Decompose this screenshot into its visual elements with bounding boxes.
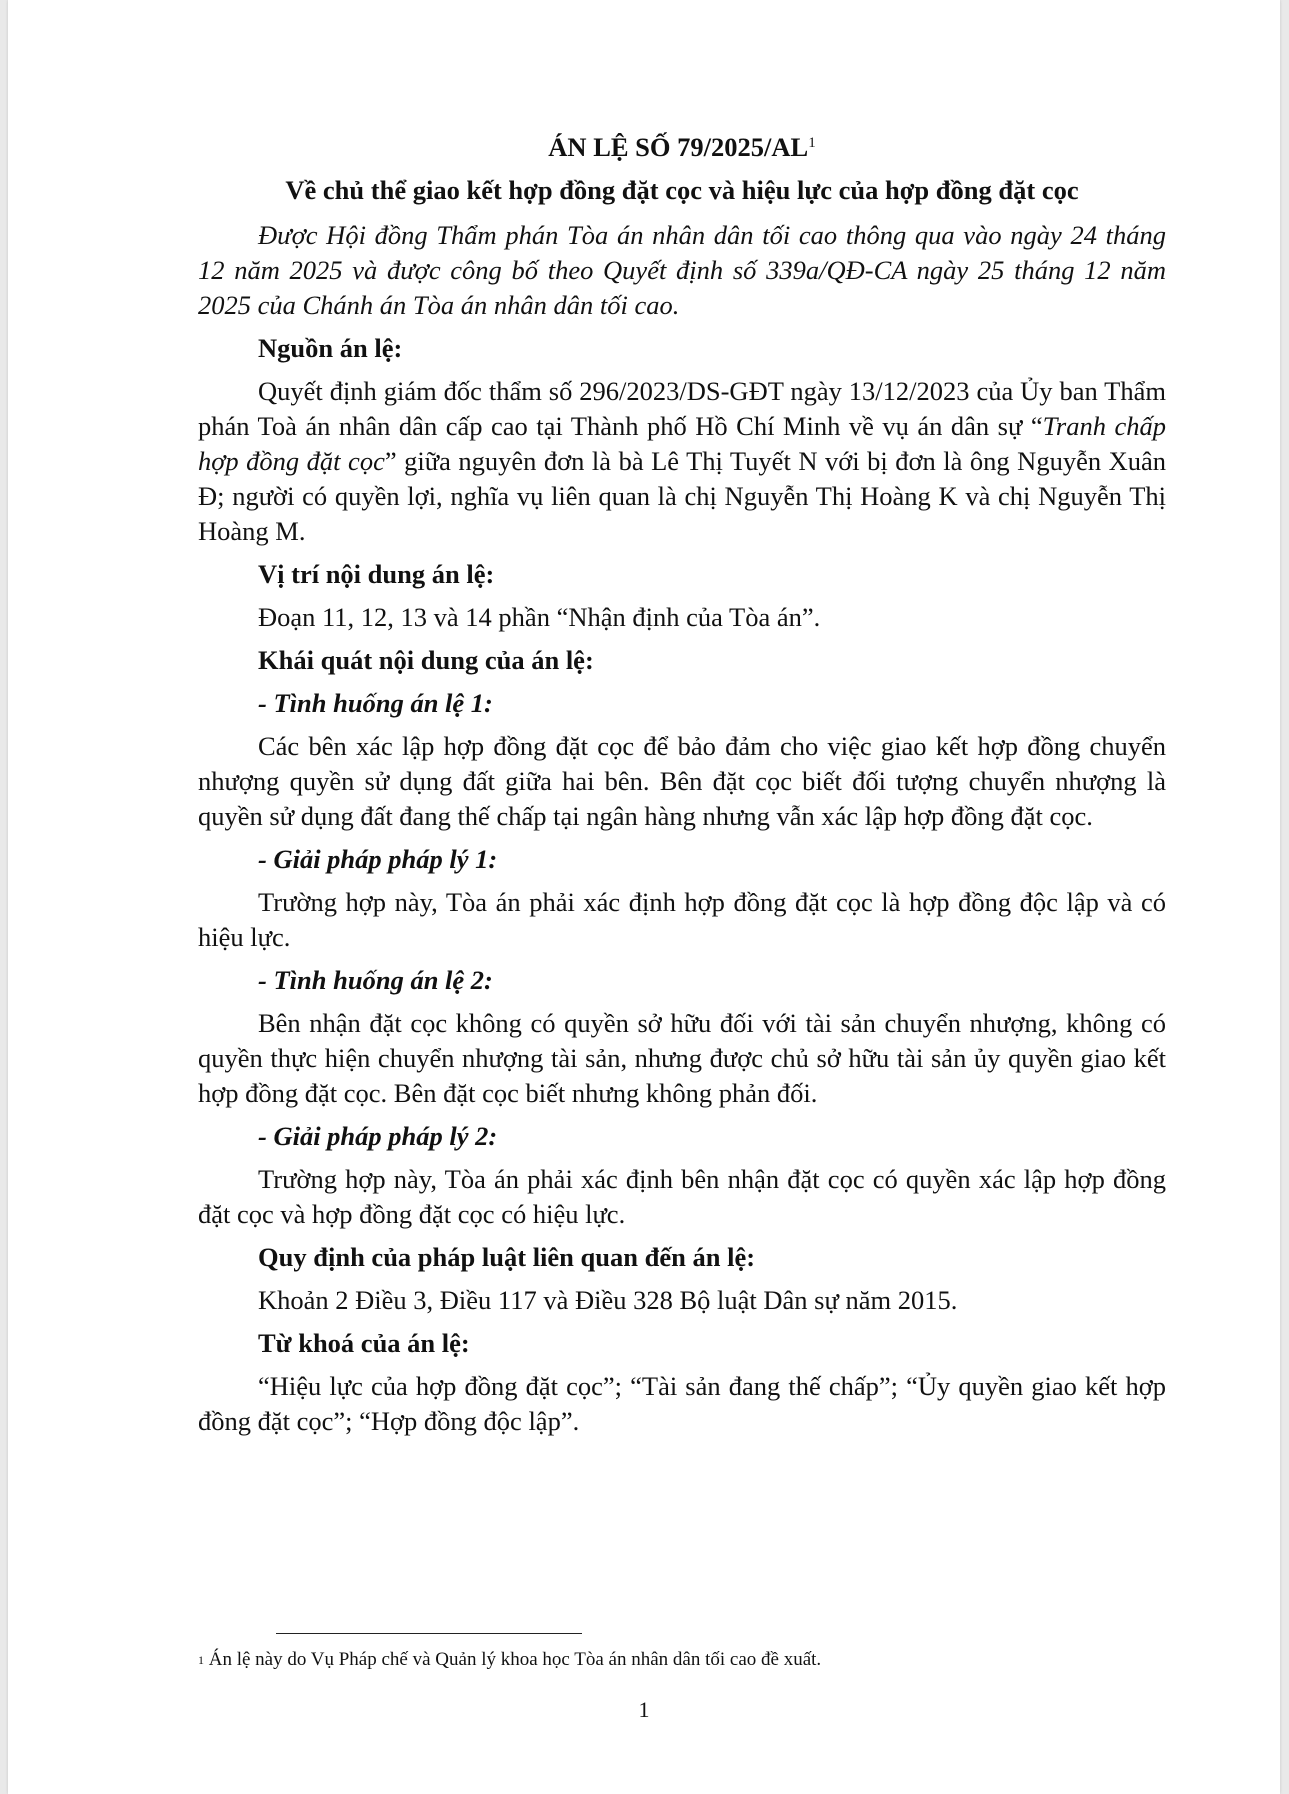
position-text: Đoạn 11, 12, 13 và 14 phần “Nhận định của Tòa án”. [258,602,821,632]
situation-1-text: Các bên xác lập hợp đồng đặt cọc để bảo đảm cho việc giao kết hợp đồng chuyển nhượng quyền sử dụng đất giữa hai bên. Bên đặt cọc biết đối tượng chuyển nhượng là quyền sử dụng đất đang thế chấp tại ngân hàng nhưng vẫn xác lập hợp đồng đặt cọc. [198,731,1166,831]
source-case-name: Tranh chấp hợp đồng đặt cọc [198,411,1166,476]
position-heading: Vị trí nội dung án lệ: [258,559,495,589]
footnote-divider [276,1633,582,1634]
precedent-title [198,130,1166,165]
adoption-statement: Được Hội đồng Thẩm phán Tòa án nhân dân tối cao thông qua vào ngày 24 tháng 12 năm 2025 và được công bố theo Quyết định số 339a/QĐ-CA ngày 25 tháng 12 năm 2025 của Chánh án Tòa án nhân dân tối cao. [198,220,1166,320]
solution-2-heading: - Giải pháp pháp lý 2: [258,1121,498,1151]
keywords-heading: Từ khoá của án lệ: [258,1328,470,1358]
footnote-mark: 1 [198,1653,204,1667]
precedent-title-text: ÁN LỆ SỐ 79/2025/AL [548,132,809,162]
source-heading: Nguồn án lệ: [258,333,403,363]
footnote-text: Án lệ này do Vụ Pháp chế và Quản lý khoa học Tòa án nhân dân tối cao đề xuất. [208,1649,822,1670]
summary-heading: Khái quát nội dung của án lệ: [258,645,594,675]
page-number: 1 [638,1697,650,1722]
source-text-part2: ” giữa nguyên đơn là bà Lê Thị Tuyết N với bị đơn là ông Nguyễn Xuân Đ; người có quyền lợi, nghĩa vụ liên quan là chị Nguyễn Thị Hoàng K và chị Nguyễn Thị Hoàng M. [198,446,1167,546]
situation-2-heading: - Tình huống án lệ 2: [258,965,493,995]
regulations-heading: Quy định của pháp luật liên quan đến án lệ: [258,1242,756,1272]
footnote [198,1648,1166,1672]
document-page [8,0,1280,1794]
title-footnote-mark: 1 [808,135,816,151]
source-text [198,374,1166,549]
solution-2-text: Trường hợp này, Tòa án phải xác định bên nhận đặt cọc có quyền xác lập hợp đồng đặt cọc và hợp đồng đặt cọc có hiệu lực. [198,1164,1166,1229]
keywords-text: “Hiệu lực của hợp đồng đặt cọc”; “Tài sản đang thế chấp”; “Ủy quyền giao kết hợp đồng đặt cọc”; “Hợp đồng độc lập”. [198,1371,1166,1436]
solution-1-text: Trường hợp này, Tòa án phải xác định hợp đồng đặt cọc là hợp đồng độc lập và có hiệu lực. [198,887,1166,952]
situation-1-heading: - Tình huống án lệ 1: [258,688,493,718]
solution-1-heading: - Giải pháp pháp lý 1: [258,844,498,874]
precedent-subtitle: Về chủ thể giao kết hợp đồng đặt cọc và hiệu lực của hợp đồng đặt cọc [285,175,1079,205]
regulations-text: Khoản 2 Điều 3, Điều 117 và Điều 328 Bộ luật Dân sự năm 2015. [258,1285,958,1315]
source-text-part1: Quyết định giám đốc thẩm số 296/2023/DS-GĐT ngày 13/12/2023 của Ủy ban Thẩm phán Toà án nhân dân cấp cao tại Thành phố Hồ Chí Minh về vụ án dân sự “ [198,376,1166,441]
situation-2-text: Bên nhận đặt cọc không có quyền sở hữu đối với tài sản chuyển nhượng, không có quyền thực hiện chuyển nhượng tài sản, nhưng được chủ sở hữu tài sản ủy quyền giao kết hợp đồng đặt cọc. Bên đặt cọc biết nhưng không phản đối. [198,1008,1166,1108]
document-body [198,130,1166,1447]
